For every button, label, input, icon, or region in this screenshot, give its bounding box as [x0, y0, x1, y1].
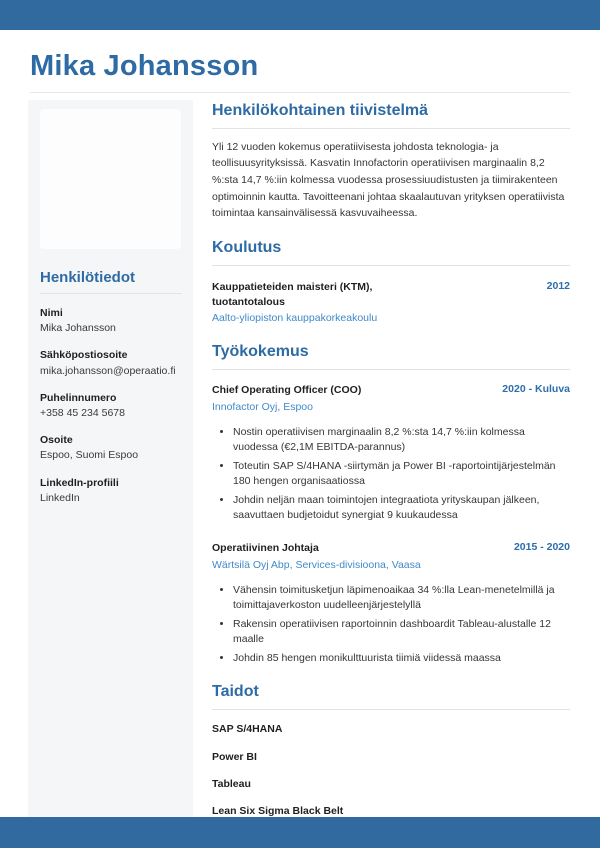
field-address: [40, 433, 182, 463]
page-title: Mika Johansson: [30, 50, 259, 82]
field-value: LinkedIn: [40, 491, 80, 504]
job-bullet: • Toteutin SAP S/4HANA -siirtymän ja Power BI -raportointijärjestelmän 180 hengen organisaatiossa: [233, 459, 570, 490]
job-bullet-list: [212, 425, 570, 524]
job-date: 2020 - Kuluva: [502, 383, 570, 396]
sidebar: [28, 100, 193, 846]
field-value: +358 45 234 5678: [40, 406, 125, 419]
section-experience: [212, 343, 570, 666]
field-label: LinkedIn-profiili: [40, 476, 119, 489]
field-email: [40, 348, 182, 378]
summary-heading: Henkilökohtainen tiivistelmä: [212, 102, 570, 129]
top-accent-bar: [0, 0, 600, 30]
skill-item: Lean Six Sigma Black Belt: [212, 804, 344, 817]
field-value: Espoo, Suomi Espoo: [40, 449, 139, 462]
field-phone: [40, 391, 182, 421]
education-date: 2012: [546, 279, 570, 292]
field-label: Puhelinnumero: [40, 391, 117, 404]
photo-placeholder: [40, 109, 181, 249]
title-divider: [30, 92, 570, 93]
job-bullet-list: [212, 583, 570, 666]
section-education: [212, 239, 570, 327]
sidebar-title: Henkilötiedot: [40, 269, 182, 294]
job-bullet: • Johdin neljän maan toimintojen integraatiota yrityskaupan jälkeen, saavuttaen budjetoidut synergiat 9 kuukaudessa: [233, 493, 570, 524]
main-column: [212, 100, 570, 846]
education-entry: [212, 280, 570, 327]
summary-text: Yli 12 vuoden kokemus operatiivisesta johdosta teknologia- ja teollisuusyrityksissä. Kasvatin Innofactorin operatiivisen marginaalin 8,2 %:sta 14,7 %:iin kolmessa vuodessa prosessiuudistusten ja tiimirakenteen optimoinnin kautta. Tavoitteenani johtaa skaalautuvan yrityksen operatiivista toimintaa kansainvälisessä kasvuvaiheessa.: [212, 140, 565, 220]
job-date: 2015 - 2020: [513, 541, 570, 554]
job-company: Wärtsilä Oyj Abp, Services-divisioona, Vaasa: [212, 558, 421, 571]
skill-item: SAP S/4HANA: [212, 723, 283, 736]
bottom-accent-bar: [0, 817, 600, 848]
job-role: Chief Operating Officer (COO): [212, 384, 362, 397]
job-header: [212, 383, 570, 398]
job-entry: [212, 541, 570, 666]
content-columns: [28, 100, 570, 846]
education-heading: Koulutus: [212, 239, 570, 266]
field-label: Nimi: [40, 306, 63, 319]
section-summary: [212, 102, 570, 222]
job-role: Operatiivinen Johtaja: [212, 542, 319, 555]
education-school: Aalto-yliopiston kauppakorkeakoulu: [212, 312, 378, 325]
job-bullet: • Rakensin operatiivisen raportoinnin dashboardit Tableau-alustalle 12 maalle: [233, 617, 570, 648]
job-bullet: • Johdin 85 hengen monikulttuurista tiimiä viidessä maassa: [233, 651, 570, 666]
job-entry: [212, 383, 570, 523]
education-entry-left: [212, 280, 422, 327]
experience-heading: Työkokemus: [212, 343, 570, 370]
field-linkedin: [40, 476, 182, 506]
skill-item: Tableau: [212, 777, 251, 790]
field-label: Sähköpostiosoite: [40, 349, 128, 362]
field-value: mika.johansson@operaatio.fi: [40, 364, 176, 377]
job-bullet: • Nostin operatiivisen marginaalin 8,2 %:sta 14,7 %:iin kolmessa vuodessa (€2,1M EBITDA-parannus): [233, 425, 570, 456]
skill-item: Power BI: [212, 750, 257, 763]
job-header: [212, 541, 570, 556]
education-degree: Kauppatieteiden maisteri (KTM), tuotantotalous: [212, 280, 373, 308]
field-value: Mika Johansson: [40, 322, 116, 335]
skills-heading: Taidot: [212, 683, 570, 710]
field-name: [40, 306, 182, 336]
job-bullet: • Vähensin toimitusketjun läpimenoaikaa 34 %:lla Lean-menetelmillä ja toimittajaverkoston uudelleenjärjestelyllä: [233, 583, 570, 614]
job-company: Innofactor Oyj, Espoo: [212, 400, 313, 413]
field-label: Osoite: [40, 434, 73, 447]
